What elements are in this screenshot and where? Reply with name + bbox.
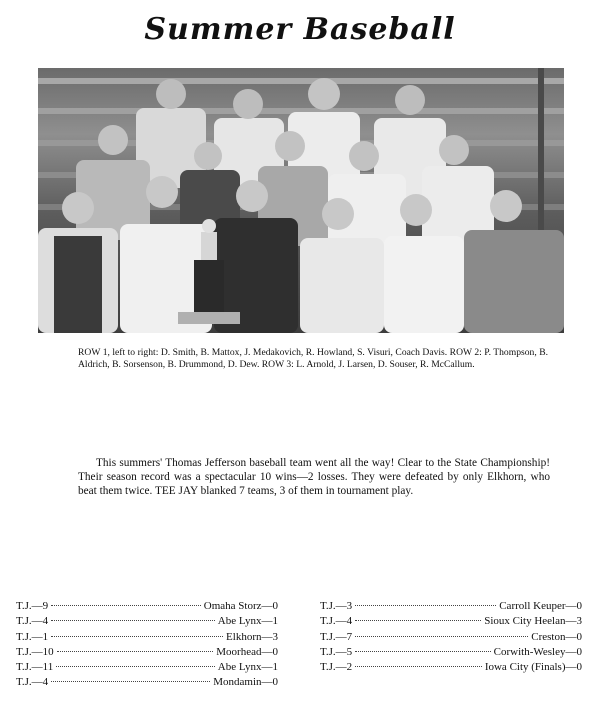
opponent-score: Iowa City (Finals)—0	[484, 661, 582, 674]
tj-score: T.J.—9	[16, 600, 49, 612]
opponent-score: Abe Lynx—1	[217, 661, 278, 674]
opponent-score: Moorhead—0	[216, 645, 278, 658]
team-photo-illustration	[38, 68, 564, 333]
score-row	[320, 600, 582, 615]
leader-dots	[355, 666, 482, 667]
leader-dots	[51, 605, 201, 606]
score-row	[16, 646, 278, 661]
scores-left-column	[16, 600, 278, 692]
leader-dots	[51, 681, 210, 682]
opponent-score: Sioux City Heelan—3	[484, 615, 582, 628]
score-row	[16, 600, 278, 615]
leader-dots	[57, 651, 214, 652]
score-row	[320, 646, 582, 661]
opponent-score: Elkhorn—3	[226, 630, 278, 643]
tj-score: T.J.—11	[16, 661, 54, 674]
tj-score: T.J.—3	[320, 600, 353, 612]
tj-score: T.J.—10	[16, 645, 54, 658]
tj-score: T.J.—4	[16, 676, 49, 689]
tj-score: T.J.—1	[16, 630, 49, 643]
tj-score: T.J.—2	[320, 661, 353, 674]
opponent-score: Mondamin—0	[213, 676, 278, 689]
opponent-score: Abe Lynx—1	[217, 615, 278, 628]
score-row	[320, 615, 582, 630]
tj-score: T.J.—5	[320, 645, 353, 658]
leader-dots	[355, 651, 490, 652]
photo-caption: ROW 1, left to right: D. Smith, B. Mattox, J. Medakovich, R. Howland, S. Visuri, Coach Davis. ROW 2: P. Thompson, B. Aldrich, B. Sorsenson, B. Drummond, D. Dew. ROW 3: L. Arnold, J. Larsen, D. Souser, R. McCallum.	[78, 347, 548, 370]
score-row	[320, 661, 582, 676]
score-row	[16, 615, 278, 630]
leader-dots	[56, 666, 215, 667]
leader-dots	[355, 636, 528, 637]
leader-dots	[355, 605, 496, 606]
score-row	[320, 631, 582, 646]
scores-right-column	[320, 600, 582, 676]
score-row	[16, 631, 278, 646]
leader-dots	[51, 620, 215, 621]
season-summary: This summers' Thomas Jefferson baseball team went all the way! Clear to the State Championship! Their season record was a spectacular 10 wins—2 losses. They were defeated by only Elkhorn, who beat them twice. TEE JAY blanked 7 teams, 3 of them in tournament play.	[78, 457, 550, 497]
tj-score: T.J.—4	[320, 615, 353, 628]
leader-dots	[51, 636, 223, 637]
leader-dots	[355, 620, 481, 621]
score-row	[16, 676, 278, 691]
opponent-score: Carroll Keuper—0	[499, 600, 582, 612]
tj-score: T.J.—7	[320, 630, 353, 643]
opponent-score: Corwith-Wesley—0	[493, 645, 582, 658]
score-row	[16, 661, 278, 676]
tj-score: T.J.—4	[16, 615, 49, 628]
page-title: Summer Baseball	[144, 12, 456, 47]
team-photo	[38, 68, 564, 333]
opponent-score: Creston—0	[531, 630, 582, 643]
opponent-score: Omaha Storz—0	[203, 600, 278, 612]
